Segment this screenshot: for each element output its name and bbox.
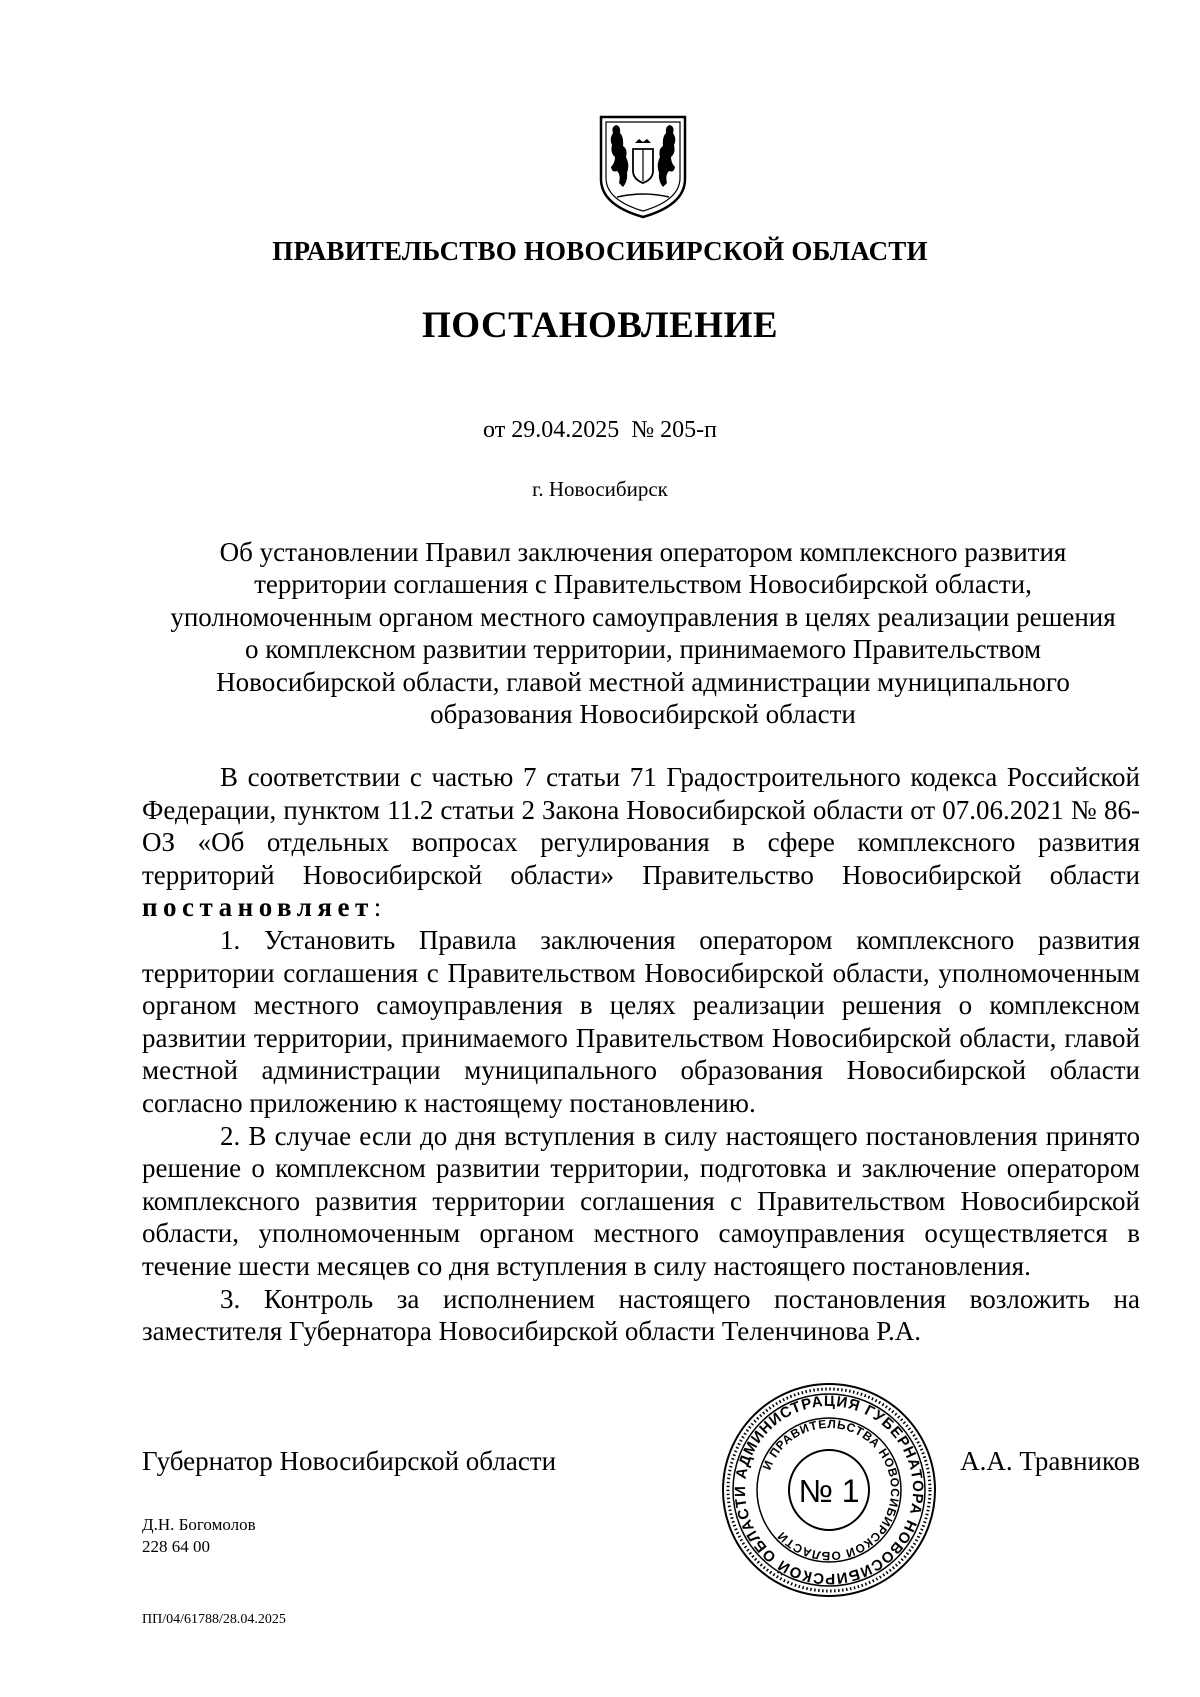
subject-line: уполномоченным органом местного самоуправления в целях реализации решения bbox=[170, 601, 1116, 632]
seal-inner-text: И ПРАВИТЕЛЬСТВА НОВОСИБИРСКОЙ ОБЛАСТИ bbox=[759, 1416, 903, 1564]
signer-position: Губернатор Новосибирской области bbox=[142, 1446, 557, 1476]
decree-word: постановляет bbox=[142, 892, 374, 923]
point-1-paragraph: 1. Установить Правила заключения оператором комплексного развития территории соглашения с Правительством Новосибирской области, уполномоченным органом местного самоуправления в целях реализации решения о комплексном развитии территории, принимаемого Правительством Новосибирской области, главой местной администрации муниципального образования Новосибирской области согласно приложению к настоящему постановлению. bbox=[142, 924, 1140, 1118]
signer-name: А.А. Травников bbox=[960, 1446, 1140, 1476]
subject-line: Об установлении Правил заключения оператором комплексного развития bbox=[219, 537, 1067, 567]
executor-phone: 228 64 00 bbox=[142, 1537, 210, 1556]
seal-number: № 1 bbox=[798, 1473, 860, 1509]
point-3-paragraph: 3. Контроль за исполнением настоящего постановления возложить на заместителя Губернатора Новосибирской области Теленчинова Р.А. bbox=[142, 1283, 1140, 1347]
executor-block bbox=[142, 1514, 256, 1558]
document-title: ПОСТАНОВЛЕНИЕ bbox=[421, 305, 779, 346]
subject-line: о комплексном развитии территории, принимаемого Правительством bbox=[244, 634, 1042, 665]
subject-line: образования Новосибирской области bbox=[430, 699, 856, 730]
document-subject bbox=[145, 536, 1141, 730]
preamble-text: В соответствии с частью 7 статьи 71 Градостроительного кодекса Российской Федерации, пунктом 11.2 статьи 2 Закона Новосибирской области от 07.06.2021 № 86-ОЗ «Об отдельных вопросах регулирования в сфере комплексного развития территорий Новосибирской области» Правительство Новосибирской области bbox=[142, 762, 1140, 890]
official-seal bbox=[718, 1379, 940, 1601]
subject-line: Новосибирской области, главой местной администрации муниципального bbox=[216, 666, 1070, 697]
preamble-paragraph bbox=[142, 761, 1140, 891]
point-2-paragraph: 2. В случае если до дня вступления в силу настоящего постановления принято решение о комплексном развитии территории, подготовка и заключение оператором комплексного развития территории соглашения с Правительством Новосибирской области, уполномоченным органом местного самоуправления осуществляется в течение шести месяцев со дня вступления в силу настоящего постановления. bbox=[142, 1120, 1140, 1281]
executor-name: Д.Н. Богомолов bbox=[142, 1515, 256, 1534]
city-line: г. Новосибирск bbox=[532, 477, 668, 501]
document-body bbox=[142, 761, 1140, 1348]
government-name: ПРАВИТЕЛЬСТВО НОВОСИБИРСКОЙ ОБЛАСТИ bbox=[272, 236, 928, 266]
coat-of-arms-emblem bbox=[597, 113, 689, 221]
footer-code: ПП/04/61788/28.04.2025 bbox=[142, 1612, 286, 1627]
decree-colon: : bbox=[373, 892, 382, 923]
subject-line: территории соглашения с Правительством Новосибирской области, bbox=[254, 569, 1032, 600]
date-number-line: от 29.04.2025 № 205-п bbox=[483, 417, 717, 443]
seal-outer-text: АДМИНИСТРАЦИЯ ГУБЕРНАТОРА НОВОСИБИРСКОЙ ОБЛАСТИ bbox=[731, 1392, 927, 1588]
decree-line bbox=[142, 891, 1140, 924]
